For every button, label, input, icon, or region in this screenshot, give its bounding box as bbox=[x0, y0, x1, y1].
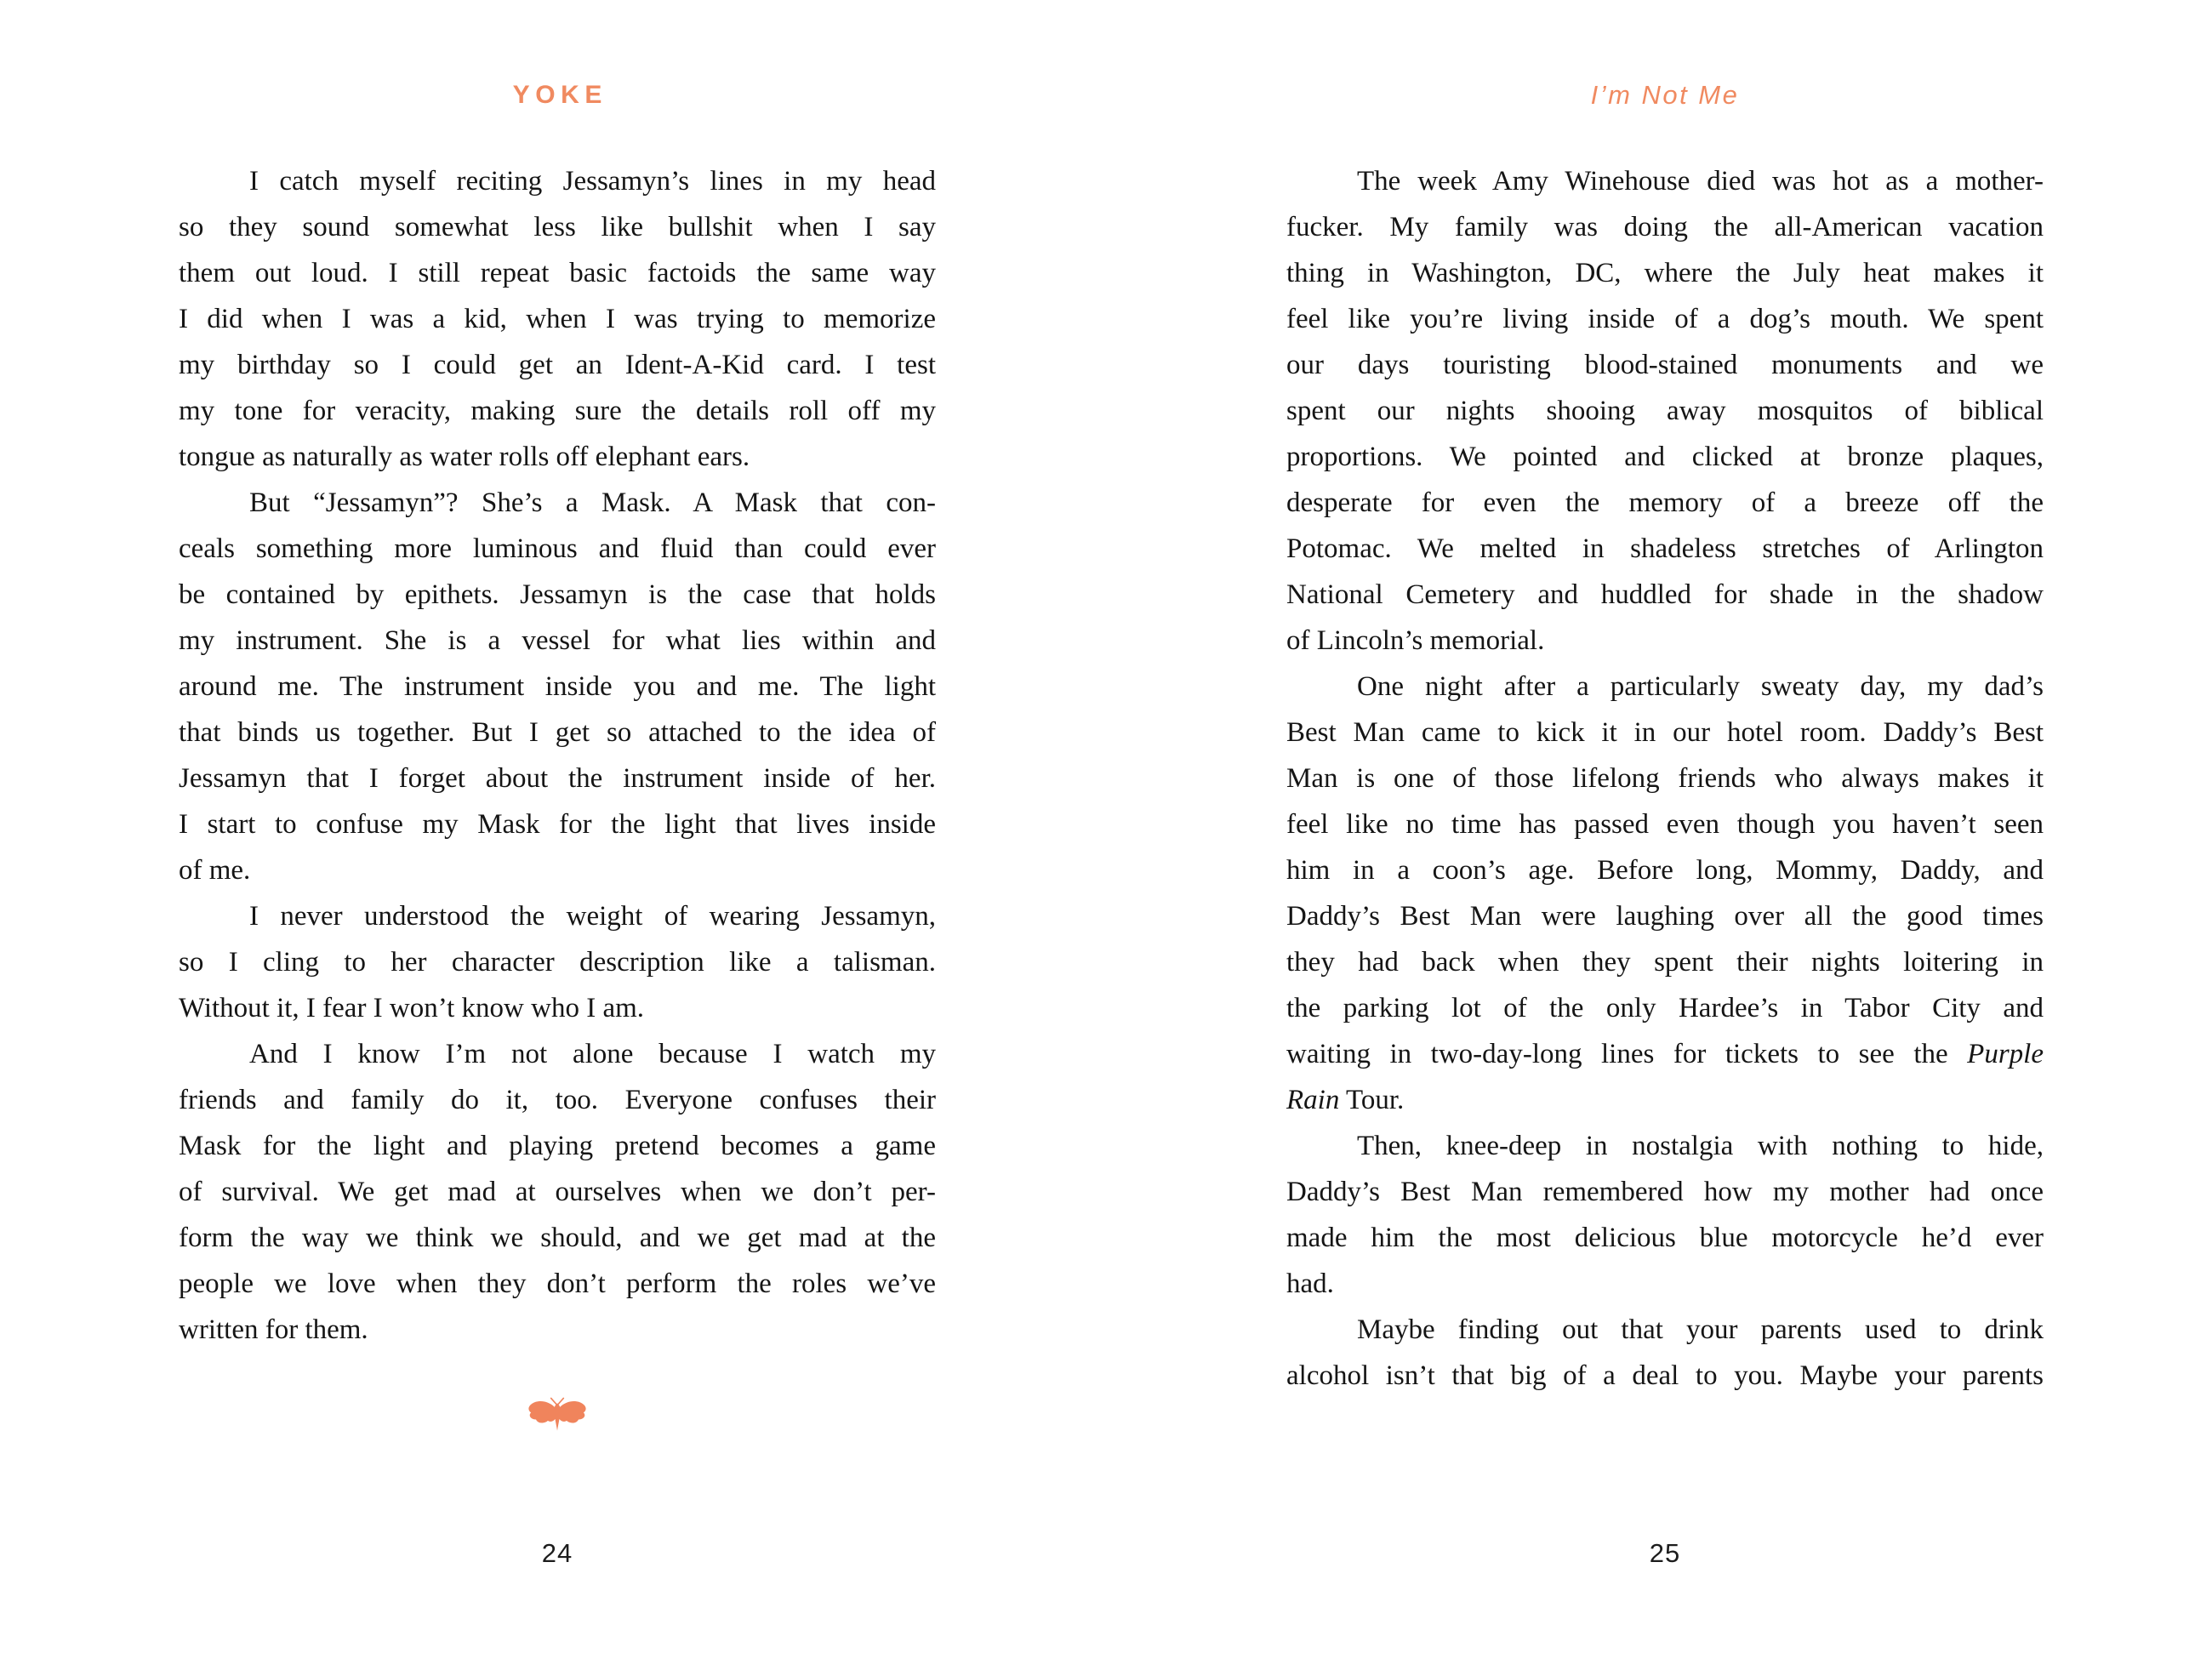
text-line: so they sound somewhat less like bullshit when I say bbox=[179, 212, 936, 242]
text-line: had. bbox=[1286, 1268, 1334, 1299]
text-line: my birthday so I could get an Ident-A-Kid card. I test bbox=[179, 350, 936, 380]
text-line: form the way we think we should, and we get mad at the bbox=[179, 1223, 936, 1253]
text-line: proportions. We pointed and clicked at bronze plaques, bbox=[1286, 442, 2044, 472]
text-line: alcohol isn’t that big of a deal to you. Maybe your parents bbox=[1286, 1360, 2044, 1391]
text-line: Jessamyn that I forget about the instrument inside of her. bbox=[179, 763, 936, 794]
text-line: Without it, I fear I won’t know who I am. bbox=[179, 993, 645, 1023]
text-line: made him the most delicious blue motorcycle he’d ever bbox=[1286, 1223, 2044, 1253]
paragraph bbox=[1286, 664, 2044, 1123]
text-line: Mask for the light and playing pretend becomes a game bbox=[179, 1131, 936, 1161]
text-line: that binds us together. But I get so attached to the idea of bbox=[179, 717, 936, 748]
text-line: of me. bbox=[179, 855, 251, 886]
page-right-text bbox=[1286, 158, 2044, 1399]
page-left-text bbox=[179, 158, 936, 1353]
page-number-left: 24 bbox=[541, 1538, 573, 1568]
text-line: the parking lot of the only Hardee’s in Tabor City and bbox=[1286, 993, 2044, 1023]
text-line: my instrument. She is a vessel for what lies within and bbox=[179, 625, 936, 656]
text-line: our days touristing blood-stained monuments and we bbox=[1286, 350, 2044, 380]
text-line: friends and family do it, too. Everyone confuses their bbox=[179, 1085, 936, 1115]
running-head-right: I’m Not Me bbox=[1590, 80, 1740, 110]
paragraph bbox=[179, 158, 936, 480]
text-line: I never understood the weight of wearing Jessamyn, bbox=[249, 901, 936, 932]
text-line: ceals something more luminous and fluid than could ever bbox=[179, 533, 936, 564]
text-line: Maybe finding out that your parents used to drink bbox=[1357, 1314, 2044, 1345]
text-line: around me. The instrument inside you and me. The light bbox=[179, 671, 936, 702]
text-line: Rain Tour. bbox=[1286, 1085, 1405, 1115]
text-line: so I cling to her character description like a talisman. bbox=[179, 947, 936, 978]
text-line: waiting in two-day-long lines for tickets to see the Purple bbox=[1286, 1039, 2044, 1069]
text-line: they had back when they spent their nights loitering in bbox=[1286, 947, 2044, 978]
text-line: them out loud. I still repeat basic factoids the same way bbox=[179, 258, 936, 288]
paragraph bbox=[1286, 1123, 2044, 1307]
text-line: I start to confuse my Mask for the light that lives inside bbox=[179, 809, 936, 840]
text-line: National Cemetery and huddled for shade in the shadow bbox=[1286, 579, 2044, 610]
text-line: Best Man came to kick it in our hotel room. Daddy’s Best bbox=[1286, 717, 2044, 748]
running-head-left: YOKE bbox=[512, 81, 607, 109]
text-line: Man is one of those lifelong friends who always makes it bbox=[1286, 763, 2044, 794]
text-line: But “Jessamyn”? She’s a Mask. A Mask that con- bbox=[249, 487, 936, 518]
paragraph bbox=[179, 480, 936, 893]
page-right bbox=[1286, 0, 2044, 1659]
text-line: fucker. My family was doing the all-American vacation bbox=[1286, 212, 2044, 242]
paragraph bbox=[179, 893, 936, 1031]
text-line: One night after a particularly sweaty day, my dad’s bbox=[1357, 671, 2044, 702]
text-line: feel like no time has passed even though you haven’t seen bbox=[1286, 809, 2044, 840]
text-line: thing in Washington, DC, where the July heat makes it bbox=[1286, 258, 2044, 288]
text-line: tongue as naturally as water rolls off elephant ears. bbox=[179, 442, 750, 472]
text-line: him in a coon’s age. Before long, Mommy, Daddy, and bbox=[1286, 855, 2044, 886]
moth-icon bbox=[526, 1426, 589, 1440]
text-line: Daddy’s Best Man were laughing over all the good times bbox=[1286, 901, 2044, 932]
text-line: Then, knee-deep in nostalgia with nothing to hide, bbox=[1357, 1131, 2044, 1161]
text-line: of Lincoln’s memorial. bbox=[1286, 625, 1545, 656]
page-left bbox=[179, 0, 936, 1659]
text-line: written for them. bbox=[179, 1314, 368, 1345]
text-line: of survival. We get mad at ourselves when we don’t per- bbox=[179, 1177, 936, 1207]
paragraph bbox=[179, 1031, 936, 1353]
text-line: feel like you’re living inside of a dog’s mouth. We spent bbox=[1286, 304, 2044, 334]
text-line: desperate for even the memory of a breeze off the bbox=[1286, 487, 2044, 518]
paragraph bbox=[1286, 158, 2044, 664]
text-line: The week Amy Winehouse died was hot as a mother- bbox=[1357, 166, 2044, 197]
paragraph bbox=[1286, 1307, 2044, 1399]
text-line: Daddy’s Best Man remembered how my mother had once bbox=[1286, 1177, 2044, 1207]
section-break-ornament bbox=[179, 1397, 936, 1441]
text-line: I catch myself reciting Jessamyn’s lines in my head bbox=[249, 166, 936, 197]
text-line: I did when I was a kid, when I was trying to memorize bbox=[179, 304, 936, 334]
text-line: be contained by epithets. Jessamyn is the case that holds bbox=[179, 579, 936, 610]
text-line: my tone for veracity, making sure the details roll off my bbox=[179, 396, 936, 426]
text-line: spent our nights shooing away mosquitos of biblical bbox=[1286, 396, 2044, 426]
page-number-right: 25 bbox=[1649, 1538, 1681, 1568]
text-line: And I know I’m not alone because I watch my bbox=[249, 1039, 936, 1069]
text-line: people we love when they don’t perform the roles we’ve bbox=[179, 1268, 936, 1299]
text-line: Potomac. We melted in shadeless stretches of Arlington bbox=[1286, 533, 2044, 564]
